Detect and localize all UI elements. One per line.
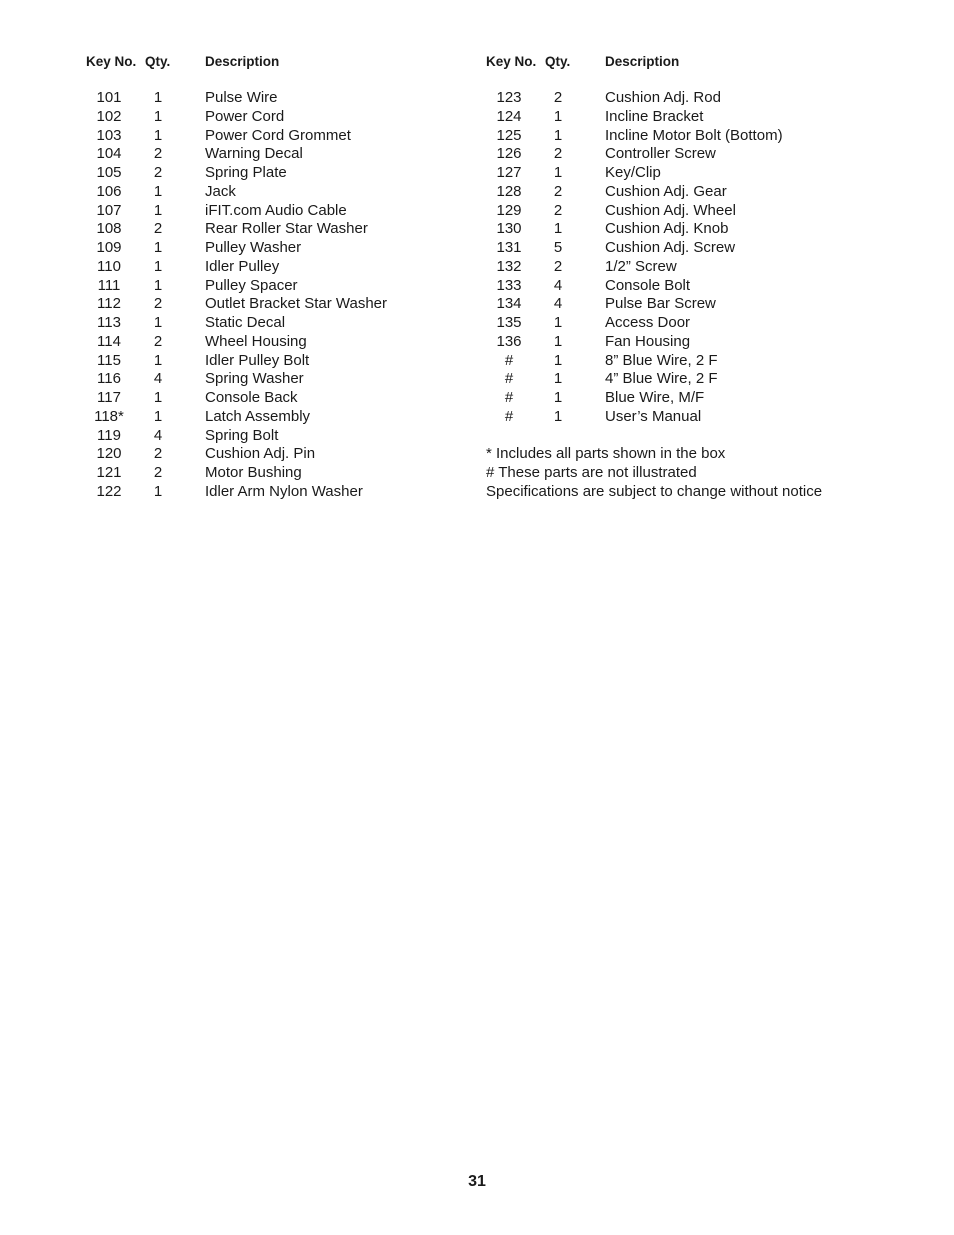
part-key-no: 113: [97, 314, 121, 331]
table-row: [86, 314, 486, 333]
part-description: Console Bolt: [605, 276, 691, 294]
part-description: 4” Blue Wire, 2 F: [605, 370, 718, 388]
part-key-no: 132: [496, 257, 522, 275]
part-description: Cushion Adj. Wheel: [605, 201, 736, 219]
part-description: Cushion Adj. Screw: [605, 239, 736, 256]
part-key-no: 102: [96, 107, 122, 125]
part-description: Incline Bracket: [605, 107, 704, 125]
part-description: 1/2” Screw: [605, 257, 677, 275]
part-qty: 2: [553, 182, 563, 200]
header-qty: Qty.: [545, 54, 571, 69]
table-row: [486, 183, 886, 202]
part-qty: 1: [553, 389, 563, 406]
part-qty: 1: [553, 351, 563, 369]
part-qty: 4: [153, 426, 163, 444]
part-key-no: 129: [496, 201, 522, 219]
part-description: Cushion Adj. Gear: [605, 182, 727, 200]
table-row: [86, 164, 486, 183]
part-qty: 1: [153, 257, 163, 275]
part-qty: 1: [553, 164, 563, 181]
table-row: [486, 89, 886, 108]
part-key-no: 135: [496, 314, 522, 331]
parts-list-header: [486, 54, 886, 74]
table-row: [86, 239, 486, 258]
part-description: iFIT.com Audio Cable: [205, 201, 347, 219]
part-qty: 1: [153, 276, 163, 294]
table-row: [86, 427, 486, 446]
part-description: Idler Pulley Bolt: [205, 351, 310, 369]
part-qty: 1: [553, 314, 563, 331]
table-row: [86, 183, 486, 202]
part-description: Power Cord: [205, 107, 285, 125]
part-qty: 2: [153, 220, 163, 238]
part-qty: 1: [153, 407, 163, 425]
part-qty: 1: [153, 182, 163, 200]
part-key-no: 133: [496, 276, 522, 294]
table-row: [86, 277, 486, 296]
part-description: Cushion Adj. Knob: [605, 220, 729, 238]
part-key-no: 109: [96, 239, 122, 256]
part-description: Fan Housing: [605, 332, 691, 350]
part-description: Static Decal: [205, 314, 286, 331]
part-description: Incline Motor Bolt (Bottom): [605, 126, 783, 144]
part-qty: 2: [153, 445, 163, 463]
table-row: [486, 352, 886, 371]
part-key-no: 119: [97, 426, 121, 444]
part-key-no: 112: [97, 295, 121, 313]
part-key-no: 114: [97, 332, 121, 350]
part-qty: 2: [553, 257, 563, 275]
part-description: Blue Wire, M/F: [605, 389, 705, 406]
header-key-no: Key No.: [486, 54, 537, 69]
part-description: Warning Decal: [205, 145, 303, 163]
part-key-no: 130: [496, 220, 522, 238]
part-key-no: 103: [96, 126, 122, 144]
table-row: [486, 239, 886, 258]
part-qty: 2: [553, 89, 563, 106]
part-key-no: 118*: [94, 407, 124, 425]
part-key-no: 136: [496, 332, 522, 350]
table-row: [486, 295, 886, 314]
table-row: [86, 370, 486, 389]
header-qty: Qty.: [145, 54, 171, 69]
part-key-no: 107: [96, 201, 122, 219]
table-row: [86, 258, 486, 277]
part-description: User’s Manual: [605, 407, 702, 425]
part-key-no: 121: [96, 464, 122, 481]
part-key-no: 108: [96, 220, 122, 238]
table-row: [86, 445, 486, 464]
part-description: Outlet Bracket Star Washer: [205, 295, 388, 313]
part-qty: 2: [553, 145, 563, 163]
part-qty: 1: [553, 220, 563, 238]
table-row: [486, 370, 886, 389]
part-key-no: #: [504, 407, 514, 425]
part-qty: 1: [153, 107, 163, 125]
part-qty: 1: [153, 239, 163, 256]
table-row: [486, 389, 886, 408]
part-key-no: 126: [496, 145, 522, 163]
part-description: Key/Clip: [605, 164, 661, 181]
table-row: [486, 202, 886, 221]
part-qty: 2: [153, 295, 163, 313]
part-key-no: #: [504, 370, 514, 388]
part-qty: 2: [153, 164, 163, 181]
table-row: [86, 333, 486, 352]
part-qty: 2: [153, 332, 163, 350]
header-key-no: Key No.: [86, 54, 137, 69]
part-key-no: 128: [496, 182, 522, 200]
part-qty: 1: [153, 389, 163, 406]
table-row: [86, 352, 486, 371]
header-description: Description: [205, 54, 280, 69]
part-qty: 2: [153, 145, 163, 163]
part-key-no: 115: [97, 351, 121, 369]
table-row: [86, 145, 486, 164]
part-description: Jack: [205, 182, 236, 200]
table-row: [86, 389, 486, 408]
table-row: [86, 408, 486, 427]
part-key-no: 116: [97, 370, 121, 388]
part-description: Power Cord Grommet: [205, 126, 351, 144]
part-key-no: 125: [496, 126, 522, 144]
part-key-no: 101: [96, 89, 122, 106]
part-qty: 1: [553, 332, 563, 350]
part-description: Pulley Washer: [205, 239, 302, 256]
part-description: Idler Arm Nylon Washer: [205, 482, 363, 500]
table-row: [486, 220, 886, 239]
table-row: [486, 258, 886, 277]
part-qty: 4: [553, 295, 563, 313]
table-row: [86, 202, 486, 221]
part-key-no: 111: [97, 276, 121, 294]
parts-list-header: [86, 54, 486, 74]
part-qty: 1: [153, 351, 163, 369]
part-key-no: #: [504, 351, 514, 369]
parts-rows: [486, 89, 886, 427]
part-description: Spring Plate: [205, 164, 287, 181]
part-key-no: 124: [496, 107, 522, 125]
part-qty: 1: [553, 126, 563, 144]
part-description: Pulse Bar Screw: [605, 295, 716, 313]
table-row: [486, 277, 886, 296]
part-description: Latch Assembly: [205, 407, 311, 425]
part-key-no: 120: [96, 445, 122, 463]
part-description: Controller Screw: [605, 145, 716, 163]
part-key-no: 123: [496, 89, 522, 106]
part-qty: 5: [553, 239, 563, 256]
part-qty: 1: [553, 370, 563, 388]
part-key-no: 105: [96, 164, 122, 181]
table-row: [86, 127, 486, 146]
footnote-box-parts: * Includes all parts shown in the box: [486, 445, 726, 462]
part-qty: 2: [153, 464, 163, 481]
parts-list-left: [86, 54, 486, 502]
part-qty: 4: [553, 276, 563, 294]
table-row: [86, 464, 486, 483]
part-key-no: #: [504, 389, 514, 406]
footnote-specifications: Specifications are subject to change without notice: [486, 482, 823, 500]
table-row: [86, 483, 486, 502]
part-qty: 2: [553, 201, 563, 219]
part-description: Rear Roller Star Washer: [205, 220, 368, 238]
parts-list-right: [486, 54, 886, 427]
part-qty: 1: [153, 314, 163, 331]
table-row: [486, 127, 886, 146]
part-key-no: 117: [97, 389, 121, 406]
part-key-no: 104: [96, 145, 122, 163]
footnotes: [486, 445, 822, 501]
part-description: Wheel Housing: [205, 332, 307, 350]
part-description: Pulse Wire: [205, 89, 278, 106]
part-key-no: 134: [496, 295, 522, 313]
table-row: [486, 145, 886, 164]
part-qty: 1: [153, 89, 163, 106]
table-row: [86, 295, 486, 314]
part-key-no: 110: [97, 257, 121, 275]
part-description: Pulley Spacer: [205, 276, 298, 294]
table-row: [86, 89, 486, 108]
part-key-no: 127: [496, 164, 522, 181]
part-qty: 1: [553, 407, 563, 425]
parts-rows: [86, 89, 486, 502]
table-row: [486, 108, 886, 127]
part-description: Cushion Adj. Pin: [205, 445, 316, 463]
part-key-no: 122: [96, 482, 122, 500]
part-description: Spring Bolt: [205, 426, 279, 444]
part-description: Spring Washer: [205, 370, 304, 388]
table-row: [486, 314, 886, 333]
part-description: Idler Pulley: [205, 257, 280, 275]
part-key-no: 131: [496, 239, 522, 256]
part-qty: 1: [153, 201, 163, 219]
page-number: 31: [468, 1173, 486, 1190]
part-description: Console Back: [205, 389, 298, 406]
table-row: [86, 108, 486, 127]
header-description: Description: [605, 54, 680, 69]
part-description: Cushion Adj. Rod: [605, 89, 721, 106]
part-qty: 1: [153, 482, 163, 500]
part-qty: 1: [553, 107, 563, 125]
part-description: Motor Bushing: [205, 464, 302, 481]
part-qty: 1: [153, 126, 163, 144]
table-row: [486, 408, 886, 427]
table-row: [86, 220, 486, 239]
part-qty: 4: [153, 370, 163, 388]
footnote-not-illustrated: # These parts are not illustrated: [486, 463, 697, 481]
part-description: 8” Blue Wire, 2 F: [605, 351, 718, 369]
table-row: [486, 164, 886, 183]
part-description: Access Door: [605, 314, 691, 331]
part-key-no: 106: [96, 182, 122, 200]
table-row: [486, 333, 886, 352]
